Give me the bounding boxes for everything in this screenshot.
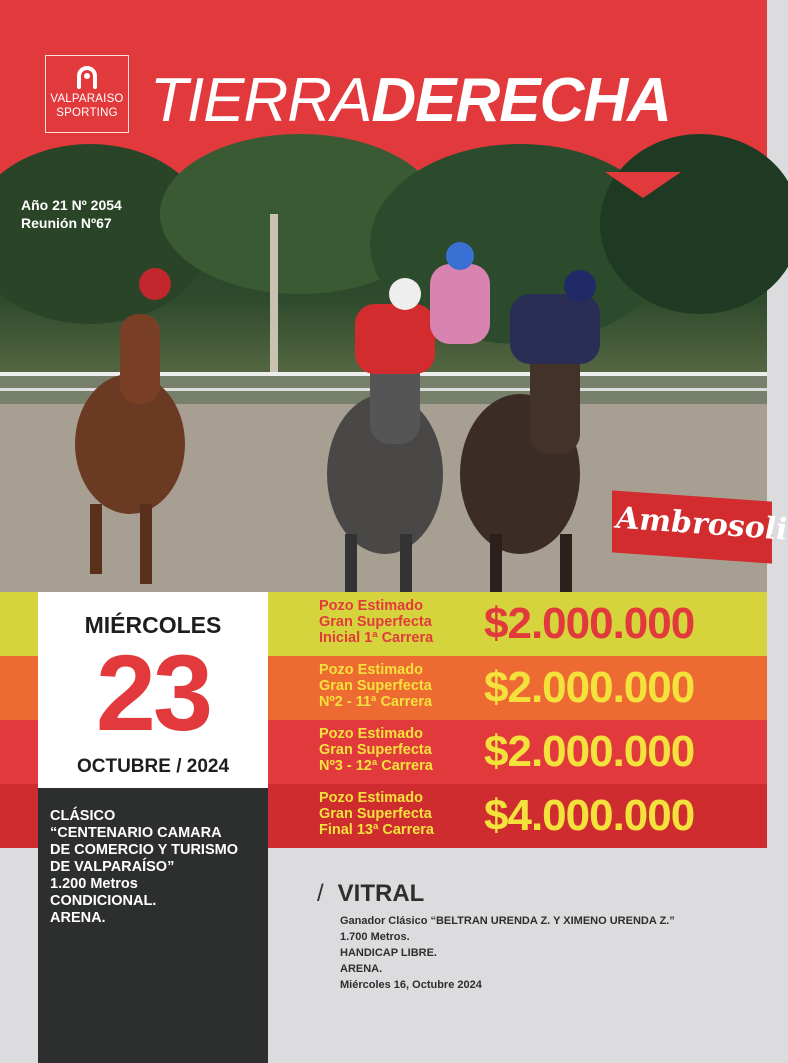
pozo-label bbox=[319, 662, 489, 710]
horseshoe-icon bbox=[72, 62, 102, 92]
slash-icon: / bbox=[317, 880, 324, 907]
clasico-line: “CENTENARIO CAMARA bbox=[50, 825, 222, 841]
pozo-label-line: Gran Superfecta bbox=[319, 806, 432, 822]
clasico-line: CONDICIONAL. bbox=[50, 893, 157, 909]
vitral-heading bbox=[317, 880, 424, 908]
valparaiso-sporting-logo bbox=[45, 55, 129, 133]
vitral-line: 1.700 Metros. bbox=[340, 931, 410, 943]
clasico-text bbox=[50, 808, 265, 927]
logo-text-line2: SPORTING bbox=[56, 107, 118, 119]
pozo-label-line: Pozo Estimado bbox=[319, 662, 423, 678]
pozo-amount: $2.000.000 bbox=[484, 599, 695, 648]
vitral-line: HANDICAP LIBRE. bbox=[340, 947, 437, 959]
pozo-label bbox=[319, 726, 489, 774]
pozo-label bbox=[319, 598, 489, 646]
vitral-title: VITRAL bbox=[337, 880, 425, 907]
clasico-block bbox=[38, 788, 268, 1063]
pozo-amount: $2.000.000 bbox=[484, 727, 695, 776]
pozo-label-line: Gran Superfecta bbox=[319, 742, 432, 758]
meeting-number: Reunión Nº67 bbox=[21, 215, 112, 231]
logo-text-line1: VALPARAISO bbox=[50, 93, 124, 105]
magazine-title bbox=[150, 66, 671, 136]
day-number: 23 bbox=[95, 632, 211, 753]
pozo-label-line: Inicial 1ª Carrera bbox=[319, 630, 434, 646]
pozo-label-line: Final 13ª Carrera bbox=[319, 822, 434, 838]
vitral-details bbox=[340, 913, 740, 993]
pozo-label-line: Gran Superfecta bbox=[319, 678, 432, 694]
weekday: MIÉRCOLES bbox=[84, 612, 222, 638]
clasico-line: DE VALPARAÍSO” bbox=[50, 859, 175, 875]
clasico-line: 1.200 Metros bbox=[50, 876, 138, 892]
title-bold: DERECHA bbox=[371, 66, 671, 135]
pozo-label-line: Nº3 - 12ª Carrera bbox=[319, 758, 433, 774]
pozo-label-line: Pozo Estimado bbox=[319, 726, 423, 742]
vitral-line: Miércoles 16, Octubre 2024 bbox=[340, 979, 482, 991]
vitral-line: ARENA. bbox=[340, 963, 383, 975]
pozo-label-line: Nº2 - 11ª Carrera bbox=[319, 694, 433, 710]
month-year: OCTUBRE / 2024 bbox=[76, 756, 230, 777]
date-block bbox=[38, 592, 268, 788]
vitral-line: Ganador Clásico “BELTRAN URENDA Z. Y XIMENO URENDA Z.” bbox=[340, 915, 675, 927]
clasico-line: CLÁSICO bbox=[50, 808, 116, 824]
pozo-label-line: Gran Superfecta bbox=[319, 614, 432, 630]
clasico-line: ARENA. bbox=[50, 910, 106, 926]
issue-number: Año 21 Nº 2054 bbox=[21, 197, 122, 213]
title-regular: TIERRA bbox=[150, 66, 372, 135]
pozo-label-line: Pozo Estimado bbox=[319, 598, 423, 614]
header-notch bbox=[605, 172, 681, 198]
pozo-label bbox=[319, 790, 489, 838]
sponsor-sign-text: Ambrosoli bbox=[616, 500, 788, 548]
pozo-amount: $4.000.000 bbox=[484, 791, 695, 840]
issue-info bbox=[21, 196, 122, 232]
race-photo bbox=[0, 174, 788, 594]
pozo-amount: $2.000.000 bbox=[484, 663, 695, 712]
pozo-label-line: Pozo Estimado bbox=[319, 790, 423, 806]
clasico-line: DE COMERCIO Y TURISMO bbox=[50, 842, 238, 858]
sponsor-sign bbox=[612, 490, 788, 563]
